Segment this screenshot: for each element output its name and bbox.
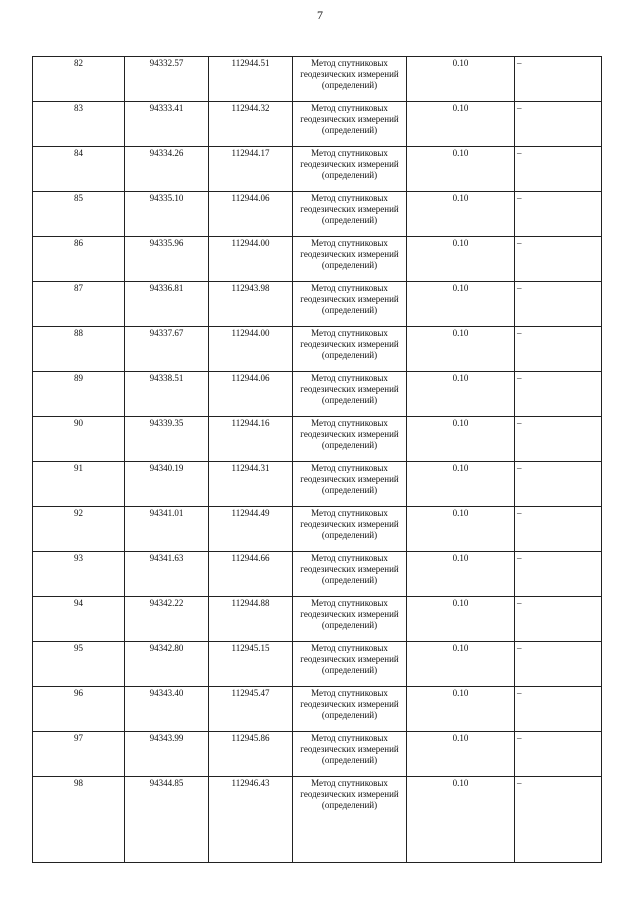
method-cell: Метод спутниковых геодезических измерений (определений) [293,732,407,777]
y-coordinate-cell: 112944.00 [209,237,293,282]
note-cell: – [515,597,602,642]
note-cell: – [515,462,602,507]
table-row [33,597,602,642]
note-cell: – [515,687,602,732]
y-coordinate-cell: 112945.15 [209,642,293,687]
x-coordinate-cell: 94344.85 [125,777,209,863]
x-coordinate-cell: 94334.26 [125,147,209,192]
point-number-cell: 86 [33,237,125,282]
table-row [33,57,602,102]
y-coordinate-cell: 112944.06 [209,372,293,417]
method-cell: Метод спутниковых геодезических измерений (определений) [293,147,407,192]
accuracy-cell: 0.10 [407,57,515,102]
table-row [33,732,602,777]
accuracy-cell: 0.10 [407,687,515,732]
y-coordinate-cell: 112944.16 [209,417,293,462]
y-coordinate-cell: 112946.43 [209,777,293,863]
accuracy-cell: 0.10 [407,642,515,687]
point-number-cell: 87 [33,282,125,327]
method-cell: Метод спутниковых геодезических измерений (определений) [293,372,407,417]
x-coordinate-cell: 94342.22 [125,597,209,642]
y-coordinate-cell: 112944.32 [209,102,293,147]
accuracy-cell: 0.10 [407,192,515,237]
table-row [33,372,602,417]
y-coordinate-cell: 112944.00 [209,327,293,372]
x-coordinate-cell: 94341.01 [125,507,209,552]
x-coordinate-cell: 94333.41 [125,102,209,147]
table-row [33,687,602,732]
y-coordinate-cell: 112944.17 [209,147,293,192]
point-number-cell: 97 [33,732,125,777]
accuracy-cell: 0.10 [407,327,515,372]
note-cell: – [515,507,602,552]
x-coordinate-cell: 94337.67 [125,327,209,372]
method-cell: Метод спутниковых геодезических измерений (определений) [293,327,407,372]
y-coordinate-cell: 112944.49 [209,507,293,552]
accuracy-cell: 0.10 [407,237,515,282]
x-coordinate-cell: 94336.81 [125,282,209,327]
note-cell: – [515,552,602,597]
note-cell: – [515,732,602,777]
note-cell: – [515,237,602,282]
note-cell: – [515,327,602,372]
method-cell: Метод спутниковых геодезических измерений (определений) [293,642,407,687]
x-coordinate-cell: 94340.19 [125,462,209,507]
point-number-cell: 90 [33,417,125,462]
point-number-cell: 82 [33,57,125,102]
point-number-cell: 91 [33,462,125,507]
y-coordinate-cell: 112944.31 [209,462,293,507]
point-number-cell: 88 [33,327,125,372]
accuracy-cell: 0.10 [407,372,515,417]
coordinates-table [32,56,602,863]
note-cell: – [515,102,602,147]
x-coordinate-cell: 94342.80 [125,642,209,687]
accuracy-cell: 0.10 [407,282,515,327]
point-number-cell: 84 [33,147,125,192]
method-cell: Метод спутниковых геодезических измерений (определений) [293,507,407,552]
accuracy-cell: 0.10 [407,507,515,552]
table-row [33,507,602,552]
point-number-cell: 93 [33,552,125,597]
x-coordinate-cell: 94335.96 [125,237,209,282]
y-coordinate-cell: 112943.98 [209,282,293,327]
table-row [33,462,602,507]
point-number-cell: 95 [33,642,125,687]
note-cell: – [515,57,602,102]
accuracy-cell: 0.10 [407,552,515,597]
y-coordinate-cell: 112944.66 [209,552,293,597]
x-coordinate-cell: 94343.40 [125,687,209,732]
accuracy-cell: 0.10 [407,777,515,863]
point-number-cell: 89 [33,372,125,417]
x-coordinate-cell: 94338.51 [125,372,209,417]
x-coordinate-cell: 94339.35 [125,417,209,462]
accuracy-cell: 0.10 [407,102,515,147]
point-number-cell: 96 [33,687,125,732]
method-cell: Метод спутниковых геодезических измерений (определений) [293,282,407,327]
method-cell: Метод спутниковых геодезических измерений (определений) [293,102,407,147]
accuracy-cell: 0.10 [407,462,515,507]
note-cell: – [515,282,602,327]
note-cell: – [515,417,602,462]
table-row [33,642,602,687]
method-cell: Метод спутниковых геодезических измерений (определений) [293,777,407,863]
method-cell: Метод спутниковых геодезических измерений (определений) [293,192,407,237]
table-row [33,237,602,282]
accuracy-cell: 0.10 [407,147,515,192]
table-row [33,777,602,863]
method-cell: Метод спутниковых геодезических измерений (определений) [293,597,407,642]
note-cell: – [515,777,602,863]
y-coordinate-cell: 112945.86 [209,732,293,777]
x-coordinate-cell: 94343.99 [125,732,209,777]
table-row [33,282,602,327]
point-number-cell: 98 [33,777,125,863]
accuracy-cell: 0.10 [407,597,515,642]
method-cell: Метод спутниковых геодезических измерений (определений) [293,417,407,462]
y-coordinate-cell: 112945.47 [209,687,293,732]
table-row [33,147,602,192]
method-cell: Метод спутниковых геодезических измерений (определений) [293,687,407,732]
coordinates-table-body [33,57,602,863]
method-cell: Метод спутниковых геодезических измерений (определений) [293,552,407,597]
accuracy-cell: 0.10 [407,732,515,777]
x-coordinate-cell: 94332.57 [125,57,209,102]
point-number-cell: 85 [33,192,125,237]
point-number-cell: 92 [33,507,125,552]
method-cell: Метод спутниковых геодезических измерений (определений) [293,462,407,507]
x-coordinate-cell: 94335.10 [125,192,209,237]
note-cell: – [515,192,602,237]
note-cell: – [515,642,602,687]
table-row [33,552,602,597]
table-row [33,417,602,462]
y-coordinate-cell: 112944.06 [209,192,293,237]
x-coordinate-cell: 94341.63 [125,552,209,597]
accuracy-cell: 0.10 [407,417,515,462]
table-row [33,327,602,372]
note-cell: – [515,147,602,192]
note-cell: – [515,372,602,417]
method-cell: Метод спутниковых геодезических измерений (определений) [293,237,407,282]
point-number-cell: 83 [33,102,125,147]
table-row [33,102,602,147]
y-coordinate-cell: 112944.88 [209,597,293,642]
y-coordinate-cell: 112944.51 [209,57,293,102]
page-number: 7 [317,8,323,22]
method-cell: Метод спутниковых геодезических измерений (определений) [293,57,407,102]
table-row [33,192,602,237]
point-number-cell: 94 [33,597,125,642]
